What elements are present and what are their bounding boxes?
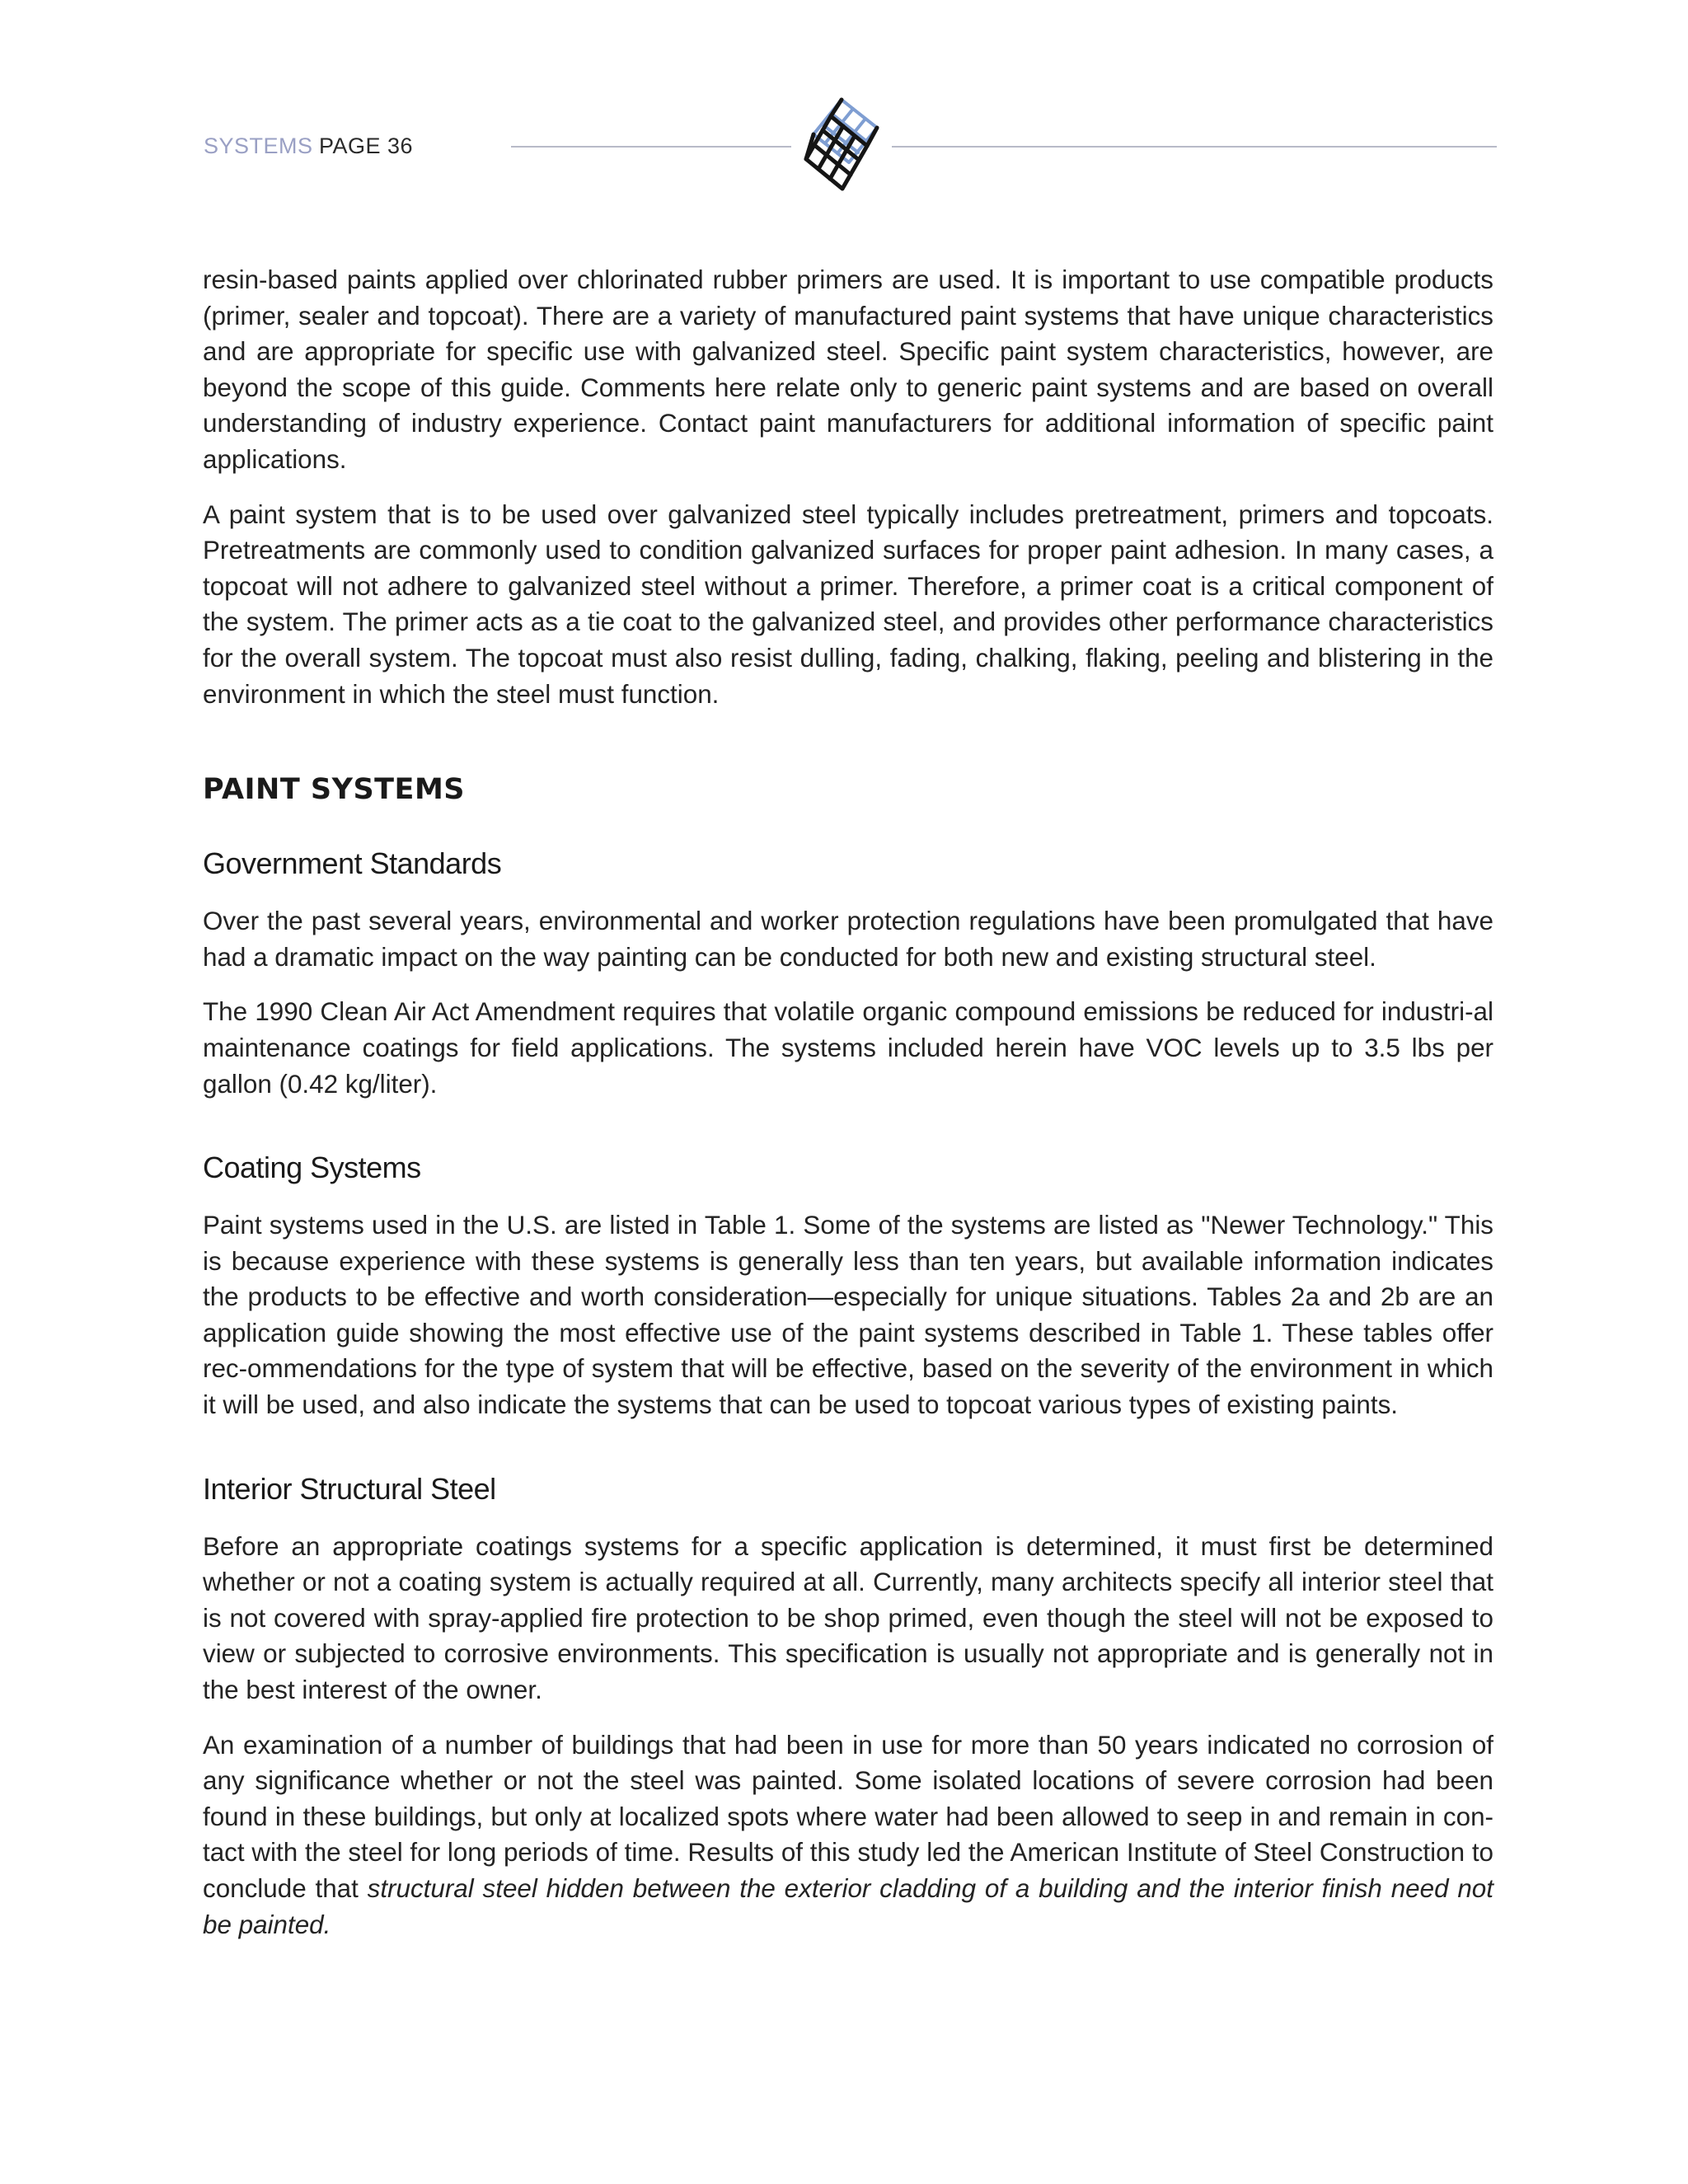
- intro-paragraph-1: resin-based paints applied over chlorinated rubber primers are used. It is important to use compatible products (primer, sealer and topcoat). There are a variety of manufactured paint systems that have unique characteristics and are appropriate for specific use with galvanized steel. Specific paint system characteristics, however, are beyond the scope of this guide. Comments here relate only to generic paint systems and are based on overall understanding of industry experience. Contact paint manufacturers for additional information of specific paint applications.: [203, 265, 1493, 474]
- header-page-indicator: [319, 134, 413, 159]
- coating-paragraph-1: Paint systems used in the U.S. are listed in Table 1. Some of the systems are listed as "Newer Technology." This is because experience with these systems is generally less than ten years, but available information indicates the products to be effective and worth consideration—especially for unique situations. Tables 2a and 2b are an application guide showing the most effective use of the paint systems described in Table 1. These tables offer rec-ommendations for the type of system that will be effective, based on the severity of the environment in which it will be used, and also indicate the systems that can be used to topcoat various types of existing paints.: [203, 1211, 1493, 1420]
- section-heading: PAINT SYSTEMS: [203, 773, 465, 807]
- interior-paragraph-2-emphasis: structural steel hidden between the exterior cladding of a building and the interior finish need not be painted.: [203, 1874, 1493, 1939]
- government-paragraph-2: The 1990 Clean Air Act Amendment requires that volatile organic compound emissions be reduced for industri-al maintenance coatings for field applications. The systems included herein have VOC levels up to 3.5 lbs per gallon (0.42 kg/liter).: [203, 997, 1493, 1099]
- page-header: [0, 115, 1688, 206]
- interior-paragraph-2-text: An examination of a number of buildings that had been in use for more than 50 years indicated no corrosion of any significance whether or not the steel was painted. Some isolated locations of severe corrosion had been found in these buildings, but only at localized spots where water had been allowed to seep in and remain in con-tact with the steel for long periods of time. Results of this study led the American Institute of Steel Construction to conclude that: [203, 1730, 1493, 1903]
- header-rule-right: [892, 146, 1497, 148]
- intro-paragraph-2: A paint system that is to be used over galvanized steel typically includes pretreatment, primers and topcoats. Pretreatments are commonly used to condition galvanized surfaces for proper paint adhesion. In many cases, a topcoat will not adhere to galvanized steel without a primer. Therefore, a primer coat is a critical component of the system. The primer acts as a tie coat to the galvanized steel, and provides other performance characteristics for the overall system. The topcoat must also resist dulling, fading, chalking, flaking, peeling and blistering in the environment in which the steel must function.: [203, 499, 1493, 709]
- interior-paragraph-1: Before an appropriate coatings systems for a specific application is determined, it must first be determined whether or not a coating system is actually required at all. Currently, many architects specify all interior steel that is not covered with spray-applied fire protection to be shop primed, even though the steel will not be exposed to view or subjected to corrosive environments. This specification is usually not appropriate and is generally not in the best interest of the owner.: [203, 1531, 1493, 1705]
- header-page-label: PAGE: [319, 134, 382, 158]
- wireframe-cube-icon: [791, 95, 892, 195]
- header-page-number: 36: [387, 134, 414, 158]
- page-content: [203, 262, 1493, 1961]
- government-paragraph-1: Over the past several years, environmental and worker protection regulations have been promulgated that have had a dramatic impact on the way painting can be conducted for both new and existing structural steel.: [203, 907, 1493, 972]
- header-rule-left: [511, 146, 791, 148]
- subheading-interior-structural-steel: Interior Structural Steel: [203, 1471, 496, 1506]
- interior-paragraph-2: [203, 1727, 1493, 1943]
- subheading-coating-systems: Coating Systems: [203, 1151, 421, 1185]
- subheading-government-standards: Government Standards: [203, 846, 502, 881]
- header-section-label: SYSTEMS: [204, 134, 313, 158]
